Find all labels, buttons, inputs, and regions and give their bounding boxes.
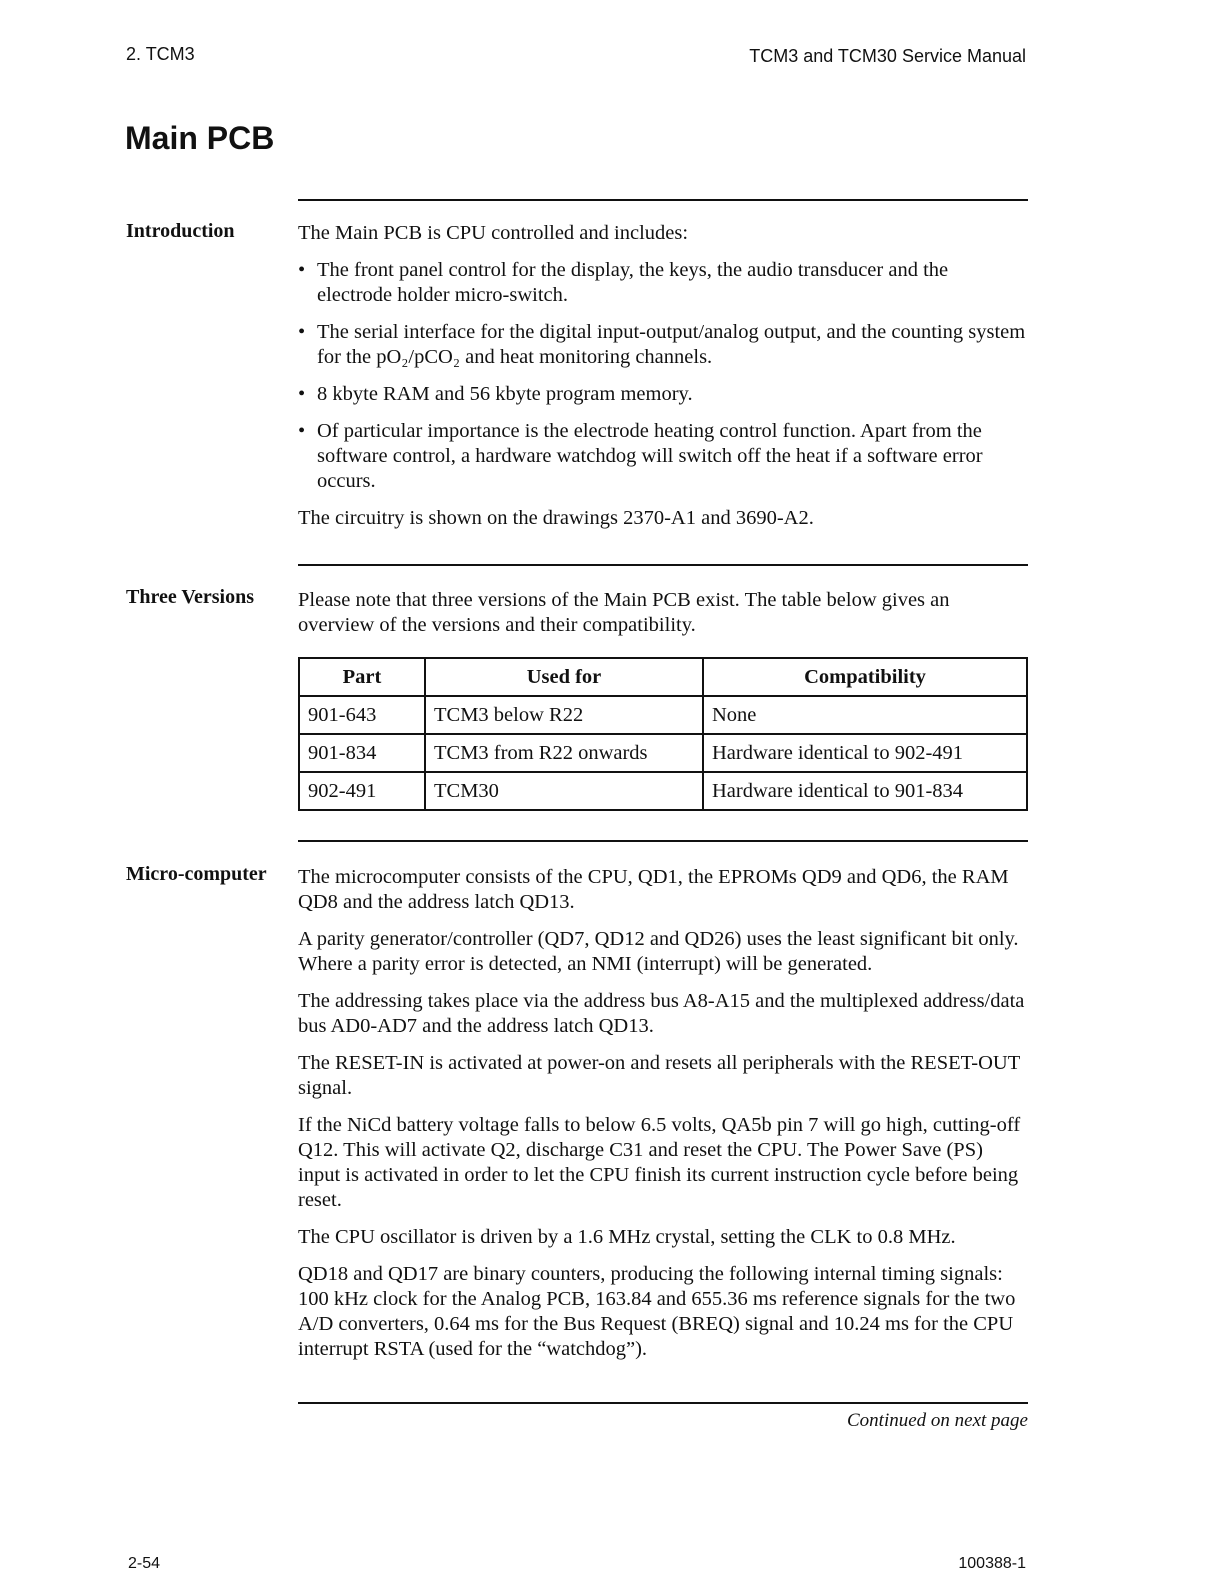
microcomputer-paragraph: The addressing takes place via the address bus A8-A15 and the multiplexed address/data bus AD0-AD7 and the address latch QD13. [298, 990, 1025, 1037]
versions-body [298, 588, 1028, 650]
introduction-bullet-list [298, 258, 1028, 494]
section-divider [298, 1402, 1028, 1404]
list-item: • The serial interface for the digital input-output/analog output, and the counting system for the pO₂/pCO₂ and heat monitoring channels. [298, 320, 1028, 370]
table-cell: None [703, 696, 1027, 734]
microcomputer-paragraph: QD18 and QD17 are binary counters, producing the following internal timing signals: 100 kHz clock for the Analog PCB, 163.84 and 655.36 ms reference signals for the two A/D converters, 0.64 ms for the Bus Request (BREQ) signal and 10.24 ms for the CPU interrupt RSTA (used for the “watchdog”). [298, 1263, 1016, 1360]
introduction-body [298, 221, 1028, 543]
document-number: 100388-1 [958, 1555, 1026, 1572]
introduction-heading: Introduction [126, 220, 235, 242]
table-cell: 901-643 [299, 696, 425, 734]
introduction-lead: The Main PCB is CPU controlled and includes: [298, 222, 689, 244]
table-cell: 901-834 [299, 734, 425, 772]
table-row [299, 772, 1027, 810]
versions-text: Please note that three versions of the Main PCB exist. The table below gives an overview of the versions and their compatibility. [298, 589, 950, 636]
microcomputer-heading: Micro-computer [126, 863, 267, 885]
list-item: • 8 kbyte RAM and 56 kbyte program memory. [298, 382, 1028, 407]
versions-heading: Three Versions [126, 586, 254, 608]
versions-table [298, 657, 1028, 811]
section-divider [298, 564, 1028, 566]
table-cell: TCM3 from R22 onwards [425, 734, 703, 772]
table-cell: 902-491 [299, 772, 425, 810]
table-row [299, 734, 1027, 772]
microcomputer-body [298, 865, 1028, 1374]
column-header-part: Part [299, 658, 425, 696]
table-cell: TCM30 [425, 772, 703, 810]
column-header-used-for: Used for [425, 658, 703, 696]
table-cell: Hardware identical to 902-491 [703, 734, 1027, 772]
microcomputer-paragraph: If the NiCd battery voltage falls to below 6.5 volts, QA5b pin 7 will go high, cutting-off Q12. This will activate Q2, discharge C31 and reset the CPU. The Power Save (PS) input is activated in order to let the CPU finish its current instruction cycle before being reset. [298, 1114, 1021, 1211]
table-cell: TCM3 below R22 [425, 696, 703, 734]
section-divider [298, 199, 1028, 201]
table-row [299, 696, 1027, 734]
running-header-manual-title: TCM3 and TCM30 Service Manual [749, 46, 1026, 66]
microcomputer-paragraph: A parity generator/controller (QD7, QD12 and QD26) uses the least significant bit only. Where a parity error is detected, an NMI (interrupt) will be generated. [298, 928, 1019, 975]
list-item: • Of particular importance is the electrode heating control function. Apart from the software control, a hardware watchdog will switch off the heat if a software error occurs. [298, 419, 1028, 494]
section-divider [298, 840, 1028, 842]
microcomputer-paragraph: The CPU oscillator is driven by a 1.6 MHz crystal, setting the CLK to 0.8 MHz. [298, 1226, 956, 1248]
page-number: 2-54 [128, 1555, 161, 1572]
page-title: Main PCB [125, 120, 275, 156]
column-header-compatibility: Compatibility [703, 658, 1027, 696]
microcomputer-paragraph: The RESET-IN is activated at power-on and resets all peripherals with the RESET-OUT signal. [298, 1052, 1020, 1099]
introduction-closing: The circuitry is shown on the drawings 2370-A1 and 3690-A2. [298, 507, 814, 529]
running-header-chapter: 2. TCM3 [126, 44, 195, 64]
list-item: • The front panel control for the display, the keys, the audio transducer and the electrode holder micro-switch. [298, 258, 1028, 308]
microcomputer-paragraph: The microcomputer consists of the CPU, QD1, the EPROMs QD9 and QD6, the RAM QD8 and the address latch QD13. [298, 866, 1009, 913]
table-header-row [299, 658, 1027, 696]
continued-note: Continued on next page [847, 1410, 1028, 1431]
table-cell: Hardware identical to 901-834 [703, 772, 1027, 810]
